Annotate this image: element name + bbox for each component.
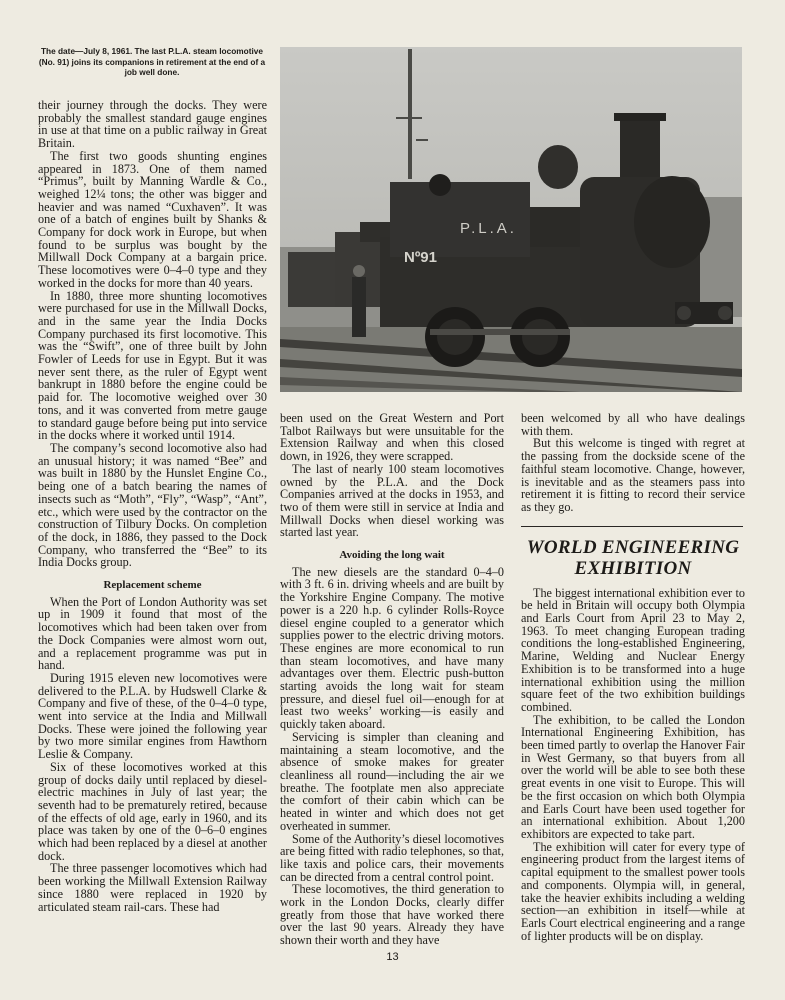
section-divider <box>521 526 743 527</box>
page-number: 13 <box>386 951 399 963</box>
paragraph: The exhibition, to be called the London International Engineering Exhibition, has been timed partly to overlap the Hanover Fair in West Germany, so that buyers from all over the world will be able to see both these great events in one visit to Europe. This will be the first occasion on which both Olympia and Earls Court have been used together for an international exhibition. About 1,200 exhibitors are expected to take part. <box>521 712 745 841</box>
paragraph: But this welcome is tinged with regret at the passing from the dockside scene of the faithful steam locomotive. Change, however, is inevitable and as the steamers pass into retirement it is fitting to record their service as they go. <box>521 436 745 514</box>
loco-number: Nº91 <box>404 249 437 266</box>
paragraph: The biggest international exhibition ever to be held in Britain will occupy both Olympia and Earls Court from April 23 to May 2, 1963. To meet changing European trading conditions the long-established Engineering, Marine, Welding and Nuclear Energy Exhibition is to be transformed into a huge international exhibition using the million square feet of the two exhibition buildings combined. <box>521 585 745 714</box>
exhibition-title: WORLD ENGINEERING EXHIBITION <box>526 536 740 579</box>
paragraph: Six of these locomotives worked at this group of docks daily until replaced by diesel-electric machines in July of last year; the seventh had to be prematurely retired, because of the effects of old age, early in 1960, and its place was taken by one of the 0–6–0 engines which had been replaced by a diesel at another dock. <box>38 759 267 863</box>
paragraph: Servicing is simpler than cleaning and maintaining a steam locomotive, and the absence of smoke makes for greater cleanliness all round—including the air we breathe. The footplate men also appreciate the comfort of their cabin which can be heated in winter and which does not get overheated in summer. <box>280 729 504 833</box>
loco-lettering: P.L.A. <box>460 220 517 237</box>
paragraph: The three passenger locomotives which had been working the Millwall Extension Railway since 1880 were replaced in 1920 by articulated steam rail-cars. These had <box>38 861 267 914</box>
article-column-2 <box>280 412 504 947</box>
photo-caption: The date—July 8, 1961. The last P.L.A. steam locomotive (No. 91) joins its companions in retirement at the end of a job well done. <box>38 46 266 77</box>
paragraph: been welcomed by all who have dealings with them. <box>521 411 745 438</box>
section-heading: Replacement scheme <box>103 579 202 592</box>
paragraph: The last of nearly 100 steam locomotives owned by the P.L.A. and the Dock Companies arrived at the docks in 1953, and two of them were still in service at India and Millwall Docks when diesel working was started last year. <box>280 461 504 540</box>
chimney <box>620 115 660 177</box>
article-column-3 <box>521 412 745 942</box>
section-heading: Avoiding the long wait <box>339 549 445 562</box>
article-column-1 <box>38 99 267 913</box>
paragraph: During 1915 eleven new locomotives were delivered to the P.L.A. by Hudswell Clarke & Company and five of these, of the 0–4–0 type, went into service at the India and Millwall Docks. These were joined the following year by two more similar engines from Hawthorn Leslie & Company. <box>38 670 267 762</box>
paragraph: The first two goods shunting engines appeared in 1873. One of them named “Primus”, built by Manning Wardle & Co., weighed 12¼ tons; the other was bigger and heavier and was named “Cuxhaven”. It was one of a batch of engines built by Shanks & Company for dock work in Europe, but when found to be surplus was bought by the Millwall Dock Company at a bargain price. These locomotives were 0–4–0 type and they worked in the docks for more than 40 years. <box>38 148 267 290</box>
locomotive-illustration <box>280 47 742 392</box>
paragraph: their journey through the docks. They were probably the smallest standard gauge engines in use at that time on a public railway in Great Britain. <box>38 98 267 151</box>
paragraph: The new diesels are the standard 0–4–0 with 3 ft. 6 in. driving wheels and are built by the Yorkshire Engine Company. The motive power is a 220 h.p. 6 cylinder Rolls-Royce diesel engine coupled to a generator which supplies power to the electric driving motors. These engines are more economical to run than steam locomotives, and have many advantages over them. Electric push-button starting avoids the long wait for steam pressure, and diesel fuel oil—enough for at least two weeks’ working—is easily and quickly taken aboard. <box>280 564 504 732</box>
railwayman-figure <box>352 277 366 337</box>
paragraph: The company’s second locomotive also had an unusual history; it was named “Bee” and was built in 1880 by the Hunslet Engine Co., being one of a batch bearing the names of insects such as “Moth”, “Fly”, “Wasp”, “Ant”, etc., which were used by the contractor on the construction of Tilbury Docks. On completion of the dock, in 1886, they passed to the Dock Company, who transferred the “Bee” to its India Docks group. <box>38 440 267 570</box>
paragraph: been used on the Great Western and Port Talbot Railways but were unsuitable for the Extension Railway and when this closed down, in 1926, they were scrapped. <box>280 411 504 464</box>
paragraph: These locomotives, the third generation to work in the London Docks, clearly differ greatly from those that have worked there over the last 90 years. Already they have shown their worth and they have <box>280 882 504 948</box>
paragraph: When the Port of London Authority was set up in 1909 it found that most of the locomotives which had been taken over from the Dock Companies were almost worn out, and a replacement programme was put in hand. <box>38 594 267 673</box>
dome <box>538 145 578 189</box>
locomotive-photo <box>280 47 742 392</box>
paragraph: In 1880, three more shunting locomotives were purchased for use in the Millwall Docks, and in the same year the India Docks Company purchased its first locomotive. This was the “Swift”, one of three built by John Fowler of Leeds for use in Egypt. But it was never sent there, as the ruler of Egypt went bankrupt in 1880 before the engine could be paid for. The locomotive weighed over 30 tons, and it was converted from metre gauge to standard gauge before being put into service in the docks where it worked until 1914. <box>38 288 267 443</box>
paragraph: The exhibition will cater for every type of engineering product from the largest items of capital equipment to the smallest power tools and components. Olympia will, in general, take the heavier exhibits including a welding section—an exhibition in itself—while at Earls Court electrical engineering and a range of lighter products will be on display. <box>521 839 745 943</box>
paragraph: Some of the Authority’s diesel locomotives are being fitted with radio telephones, so that, like taxis and police cars, their movements can be directed from a central control point. <box>280 831 504 884</box>
